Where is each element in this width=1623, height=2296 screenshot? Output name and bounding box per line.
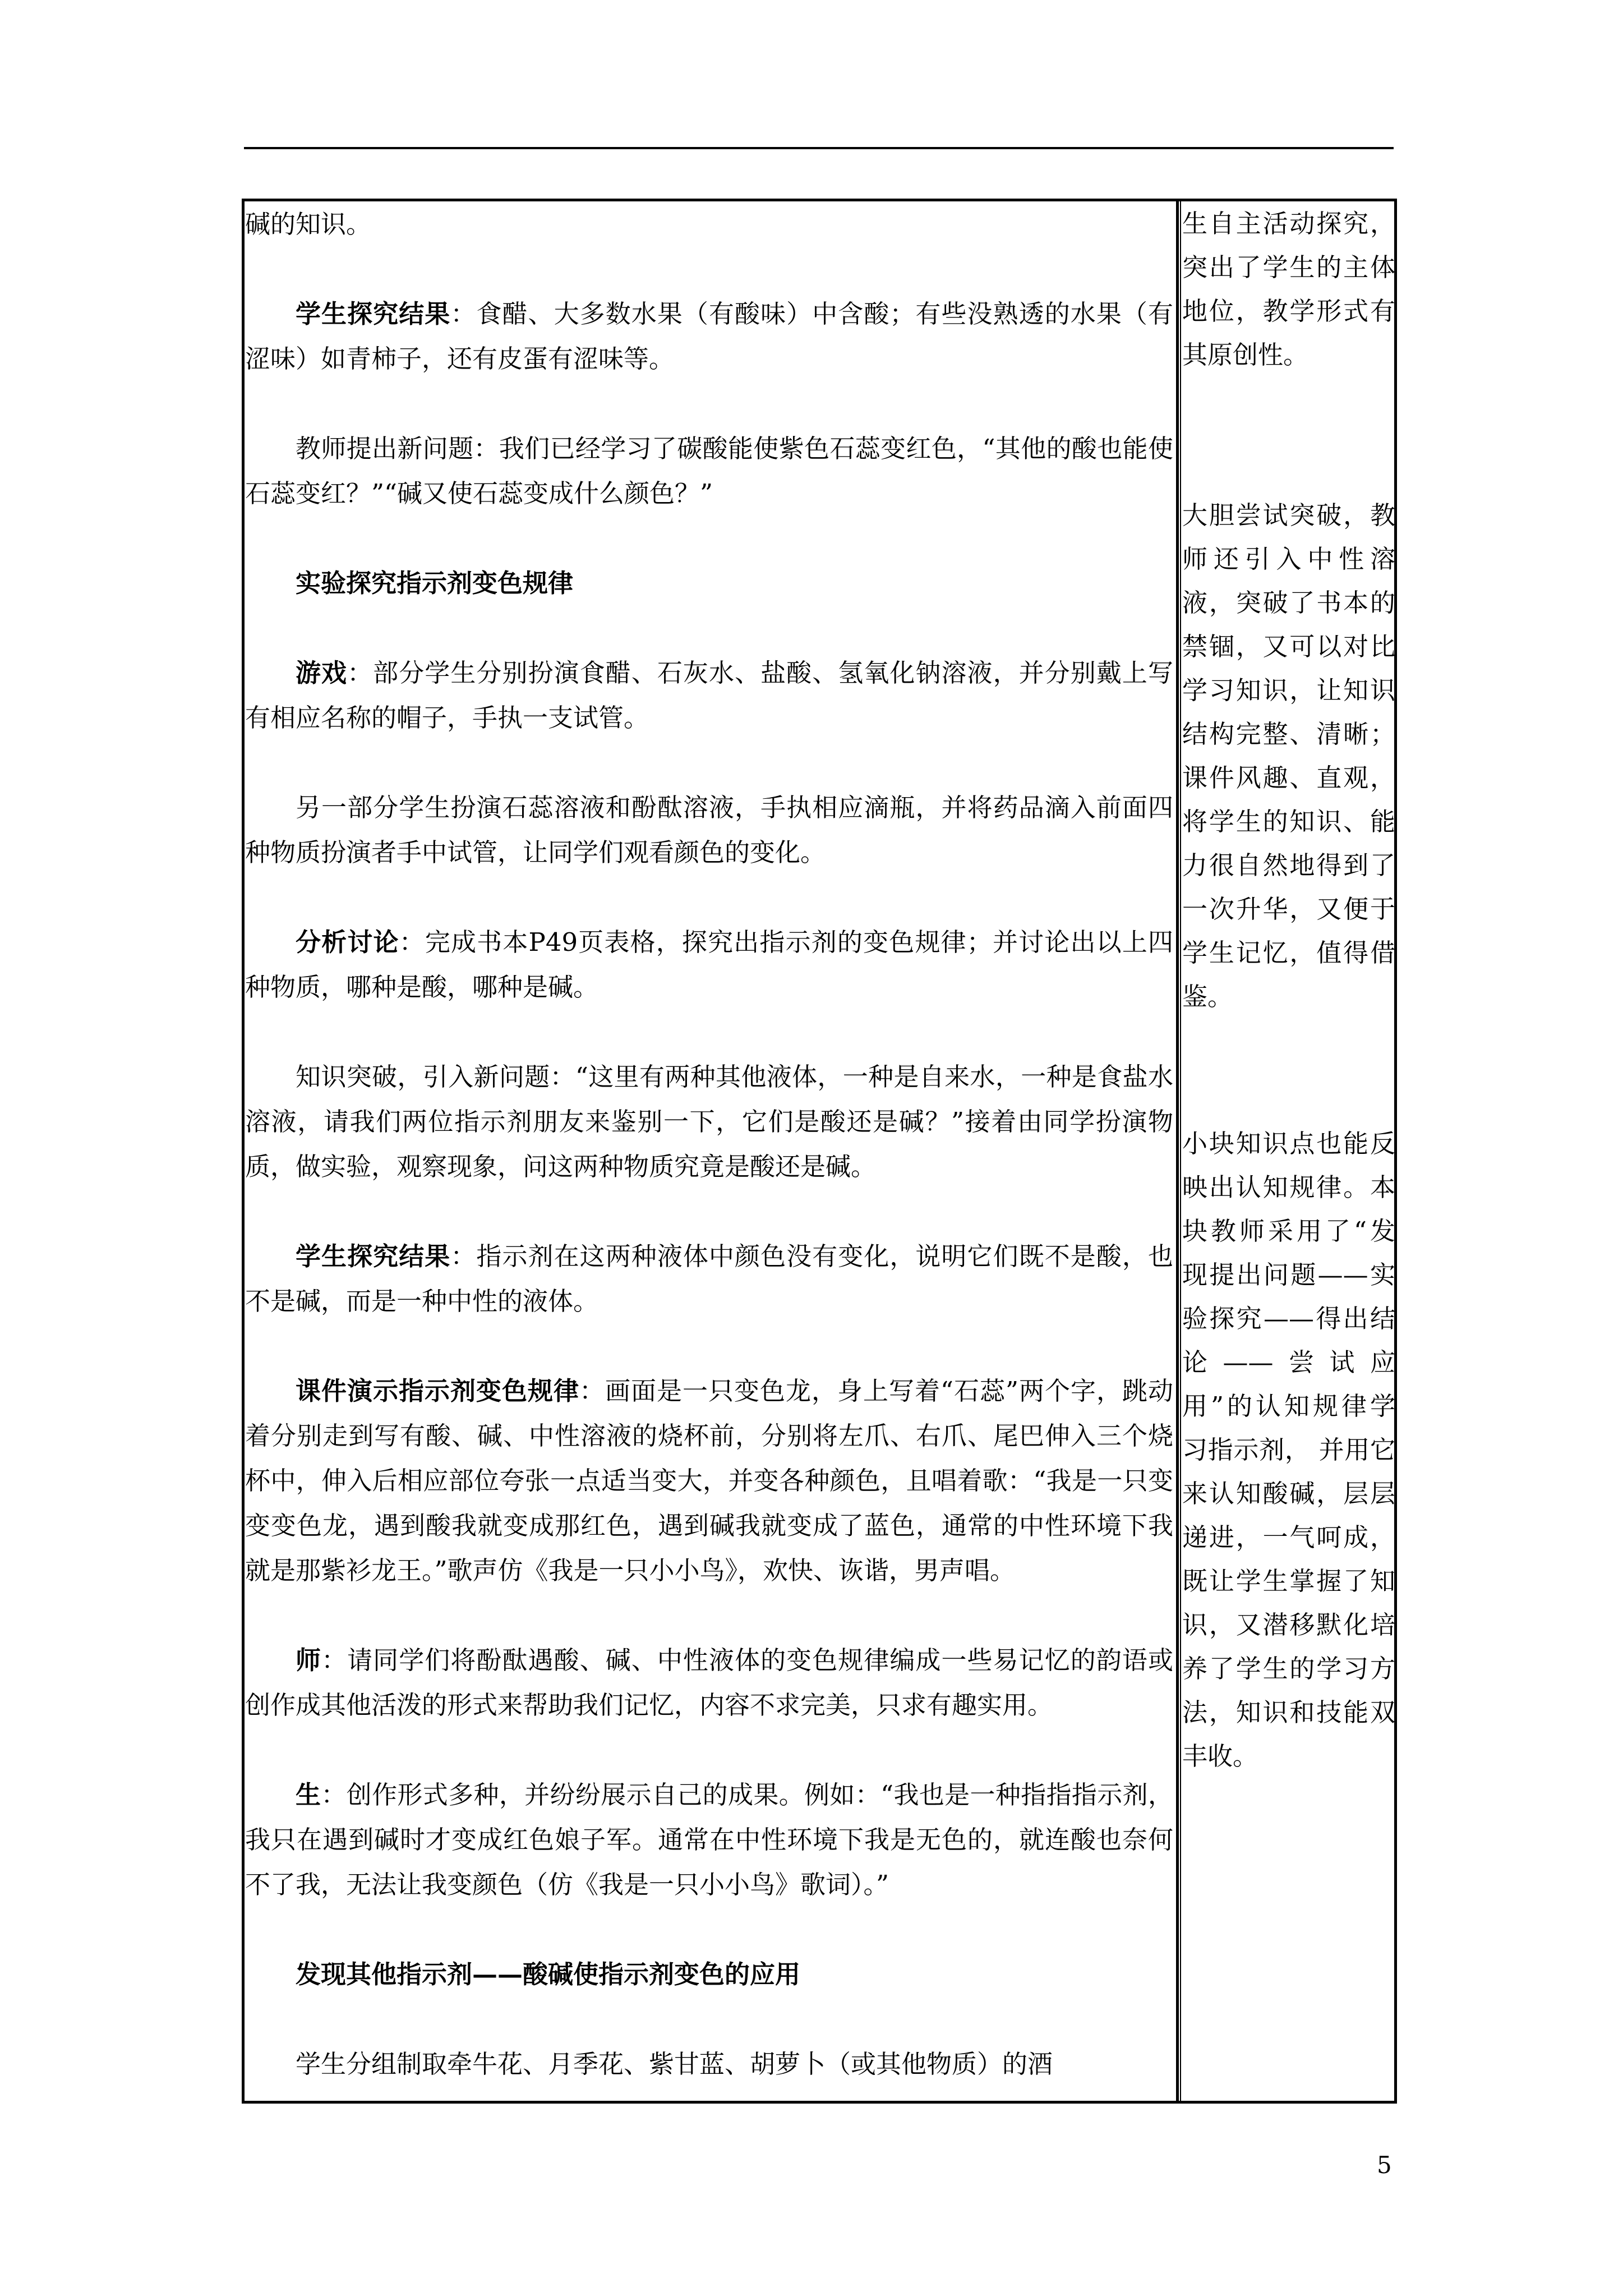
paragraph-text: ：食醋、大多数水果（有酸味）中含酸；有些没熟透的水果（有涩味）如青柿子，还有皮蛋有涩味等。 — [245, 299, 1173, 374]
comment-block-2 — [1182, 494, 1395, 1019]
comment-text: 小块知识点也能反映出认知规律。本块教师采用了“发现提出问题——实验探究——得出结论——尝试应用”的认知规律学习指示剂， 并用它来认知酸碱，层层递进，一气呵成，既让学生掌握了知识，又潜移默化培养了学生的学习方法，知识和技能双丰收。 — [1182, 1129, 1395, 1771]
paragraph-text: ：完成书本P49页表格，探究出指示剂的变色规律；并讨论出以上四种物质，哪种是酸，哪种是碱。 — [245, 927, 1173, 1002]
heading-text: 发现其他指示剂——酸碱使指示剂变色的应用 — [296, 1959, 801, 1989]
paragraph-continued: 碱的知识。 — [245, 209, 372, 239]
section-heading-indicator-rule — [245, 561, 1173, 606]
page-number: 5 — [1377, 2151, 1392, 2179]
column-divider — [1176, 199, 1179, 2104]
column-divider-inner — [1180, 199, 1181, 2104]
heading-text: 实验探究指示剂变色规律 — [296, 568, 574, 598]
comment-text: 生自主活动探究，突出了学生的主体地位，教学形式有其原创性。 — [1182, 209, 1395, 370]
paragraph-teacher — [245, 1638, 1173, 1728]
label-student: 生 — [296, 1780, 321, 1810]
comment-text: 大胆尝试突破，教师还引入中性溶液，突破了书本的禁锢，又可以对比学习知识，让知识结构完整、清晰；课件风趣、直观，将学生的知识、能力很自然地得到了一次升华，又便于学生记忆，值得借鉴。 — [1182, 500, 1395, 1011]
paragraph-teacher-question: 教师提出新问题：我们已经学习了碳酸能使紫色石蕊变红色，“其他的酸也能使石蕊变红？”“碱又使石蕊变成什么颜色？” — [245, 434, 1173, 508]
paragraph-indicator-roles: 另一部分学生扮演石蕊溶液和酚酞溶液，手执相应滴瓶，并将药品滴入前面四种物质扮演者手中试管，让同学们观看颜色的变化。 — [245, 793, 1173, 867]
label-game: 游戏 — [296, 658, 348, 688]
comment-block-3 — [1182, 1122, 1395, 1778]
label-teacher: 师 — [296, 1645, 322, 1675]
paragraph-text: ：画面是一只变色龙，身上写着“石蕊”两个字，跳动着分别走到写有酸、碱、中性溶液的烧杯前，分别将左爪、右爪、尾巴伸入三个烧杯中，伸入后相应部位夸张一点适当变大，并变各种颜色，且唱着歌：“我是一只变变变色龙，遇到酸我就变成那红色，遇到碱我就变成了蓝色，通常的中性环境下我就是那紫衫龙王。”歌声仿《我是一只小小鸟》，欢快、诙谐，男声唱。 — [245, 1376, 1173, 1585]
paragraph-analysis — [245, 920, 1173, 1010]
comment-block-1 — [1182, 202, 1395, 377]
paragraph-knowledge-breakthrough: 知识突破，引入新问题：“这里有两种其他液体，一种是自来水，一种是食盐水溶液，请我们两位指示剂朋友来鉴别一下，它们是酸还是碱？”接着由同学扮演物质，做实验，观察现象，问这两种物质究竟是酸还是碱。 — [245, 1062, 1173, 1181]
paragraph-text: ：部分学生分别扮演食醋、石灰水、盐酸、氢氧化钠溶液，并分别戴上写有相应名称的帽子，手执一支试管。 — [245, 658, 1173, 733]
section-heading-other-indicators — [245, 1952, 1173, 1997]
paragraph-student-result-2 — [245, 1234, 1173, 1324]
label-analysis: 分析讨论 — [296, 927, 399, 957]
paragraph-group-work: 学生分组制取牵牛花、月季花、紫甘蓝、胡萝卜（或其他物质）的酒 — [296, 2049, 1053, 2079]
paragraph-student-result-1 — [245, 292, 1173, 381]
lesson-process-column — [245, 202, 1173, 2087]
label-student-result: 学生探究结果 — [296, 299, 451, 329]
header-rule — [244, 147, 1394, 149]
paragraph-text: ：创作形式多种，并纷纷展示自己的成果。例如：“我也是一种指指指示剂，我只在遇到碱时才变成红色娘子军。通常在中性环境下我是无色的，就连酸也奈何不了我，无法让我变颜色（仿《我是一只小小鸟》歌词）。” — [245, 1780, 1173, 1899]
label-student-result: 学生探究结果 — [296, 1241, 451, 1271]
paragraph-courseware-demo — [245, 1369, 1173, 1593]
paragraph-text: ：请同学们将酚酞遇酸、碱、中性液体的变色规律编成一些易记忆的韵语或创作成其他活泼的形式来帮助我们记忆，内容不求完美，只求有趣实用。 — [245, 1645, 1173, 1720]
label-courseware-demo: 课件演示指示剂变色规律 — [296, 1376, 579, 1406]
paragraph-game — [245, 651, 1173, 740]
paragraph-text: ：指示剂在这两种液体中颜色没有变化，说明它们既不是酸，也不是碱，而是一种中性的液体。 — [245, 1241, 1173, 1316]
paragraph-student — [245, 1773, 1173, 1907]
